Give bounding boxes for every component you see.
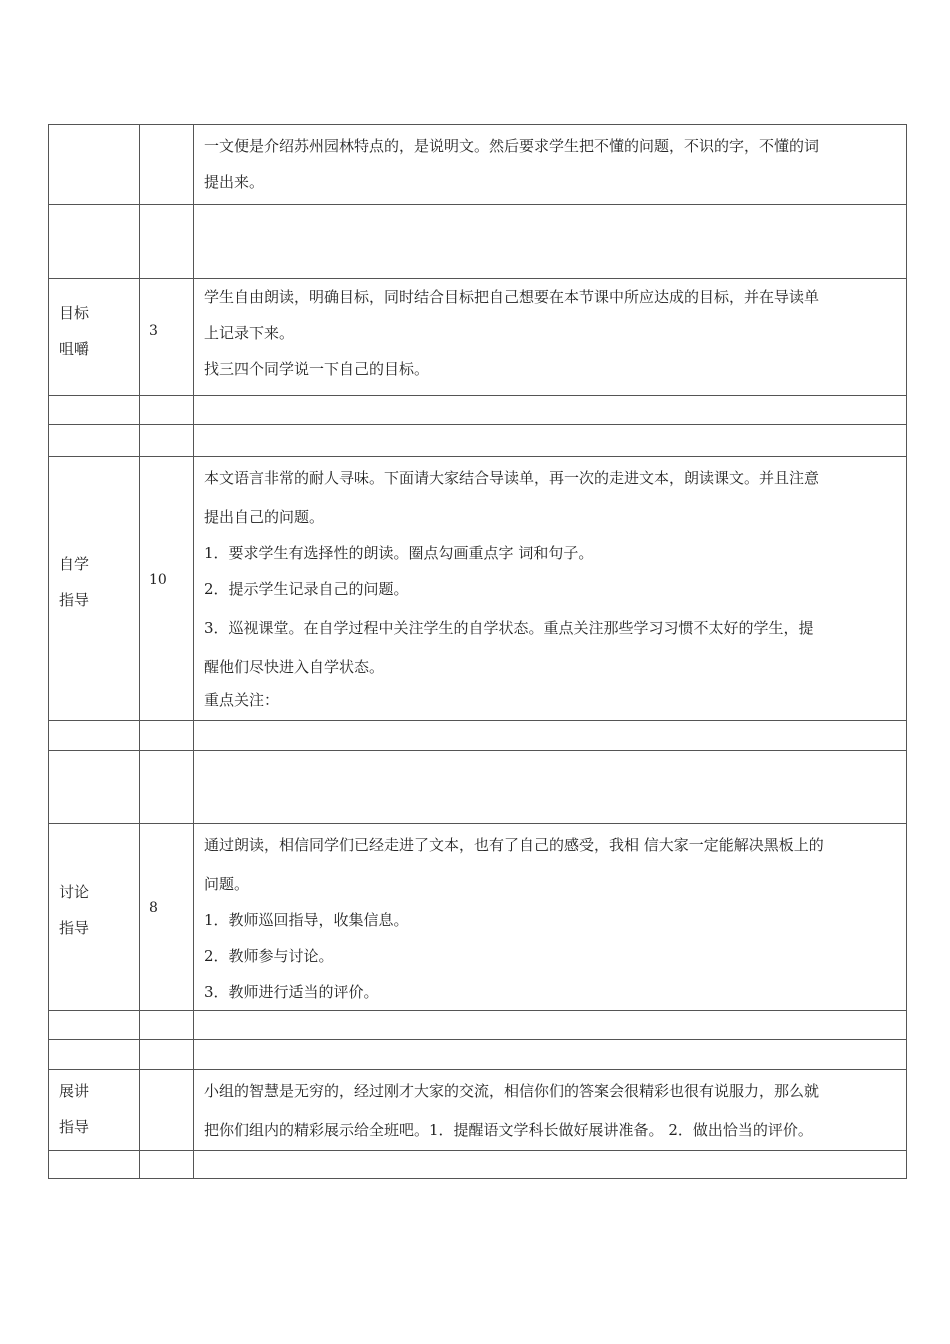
minutes-value: 10 bbox=[149, 572, 167, 588]
stage-label: 讨论 bbox=[59, 883, 90, 901]
table-row bbox=[49, 457, 907, 721]
stage-cell bbox=[49, 457, 140, 721]
table-row bbox=[49, 1040, 907, 1070]
stage-label: 指导 bbox=[59, 1118, 90, 1136]
content-line: 问题。 bbox=[204, 875, 250, 893]
stage-cell bbox=[49, 1070, 140, 1151]
content-cell bbox=[194, 1070, 907, 1151]
content-line: 上记录下来。 bbox=[204, 324, 295, 342]
table-row bbox=[49, 205, 907, 279]
minutes-cell bbox=[140, 279, 194, 396]
content-line: 一文便是介绍苏州园林特点的，是说明文。然后要求学生把不懂的问题，不识的字，不懂的词 bbox=[204, 137, 820, 155]
minutes-value: 8 bbox=[149, 900, 158, 916]
table-row bbox=[49, 721, 907, 751]
content-line: 1．要求学生有选择性的朗读。圈点勾画重点字 词和句子。 bbox=[204, 544, 594, 562]
minutes-cell bbox=[140, 1070, 194, 1151]
content-line: 醒他们尽快进入自学状态。 bbox=[204, 658, 385, 676]
content-line: 2．教师参与讨论。 bbox=[204, 947, 334, 965]
content-cell bbox=[194, 279, 907, 396]
content-line: 把你们组内的精彩展示给全班吧。1．提醒语文学科长做好展讲准备。 2．做出恰当的评价。 bbox=[204, 1121, 813, 1139]
content-cell bbox=[194, 457, 907, 721]
content-cell bbox=[194, 824, 907, 1011]
stage-cell bbox=[49, 279, 140, 396]
content-line: 3．教师进行适当的评价。 bbox=[204, 983, 379, 1001]
stage-label: 展讲 bbox=[59, 1082, 90, 1100]
table-row bbox=[49, 751, 907, 824]
stage-label: 自学 bbox=[59, 555, 90, 573]
stage-label: 目标 bbox=[59, 304, 90, 322]
content-line: 找三四个同学说一下自己的目标。 bbox=[204, 360, 430, 378]
minutes-cell bbox=[140, 125, 194, 205]
content-line: 提出来。 bbox=[204, 173, 265, 191]
table-row bbox=[49, 125, 907, 205]
content-line: 学生自由朗读，明确目标，同时结合目标把自己想要在本节课中所应达成的目标，并在导读单 bbox=[204, 288, 820, 306]
content-line: 小组的智慧是无穷的，经过刚才大家的交流，相信你们的答案会很精彩也很有说服力，那么就 bbox=[204, 1082, 820, 1100]
table-row bbox=[49, 1070, 907, 1151]
table-row bbox=[49, 1011, 907, 1040]
minutes-cell bbox=[140, 457, 194, 721]
table-row bbox=[49, 279, 907, 396]
lesson-plan-table bbox=[48, 124, 907, 1179]
stage-cell bbox=[49, 824, 140, 1011]
content-line: 1．教师巡回指导，收集信息。 bbox=[204, 911, 409, 929]
content-line: 通过朗读，相信同学们已经走进了文本，也有了自己的感受，我相 信大家一定能解决黑板上的 bbox=[204, 836, 824, 854]
table-row bbox=[49, 1151, 907, 1179]
stage-label: 指导 bbox=[59, 591, 90, 609]
content-line: 重点关注： bbox=[204, 691, 280, 709]
content-line: 3．巡视课堂。在自学过程中关注学生的自学状态。重点关注那些学习习惯不太好的学生，提 bbox=[204, 619, 814, 637]
content-line: 提出自己的问题。 bbox=[204, 508, 325, 526]
minutes-cell bbox=[140, 824, 194, 1011]
table-row bbox=[49, 824, 907, 1011]
stage-label: 指导 bbox=[59, 919, 90, 937]
table-row bbox=[49, 396, 907, 425]
minutes-value: 3 bbox=[149, 323, 158, 339]
content-cell bbox=[194, 125, 907, 205]
content-line: 2．提示学生记录自己的问题。 bbox=[204, 580, 409, 598]
stage-cell bbox=[49, 125, 140, 205]
content-line: 本文语言非常的耐人寻味。下面请大家结合导读单，再一次的走进文本，朗读课文。并且注意 bbox=[204, 469, 820, 487]
stage-label: 咀嚼 bbox=[59, 340, 90, 358]
table-row bbox=[49, 425, 907, 457]
